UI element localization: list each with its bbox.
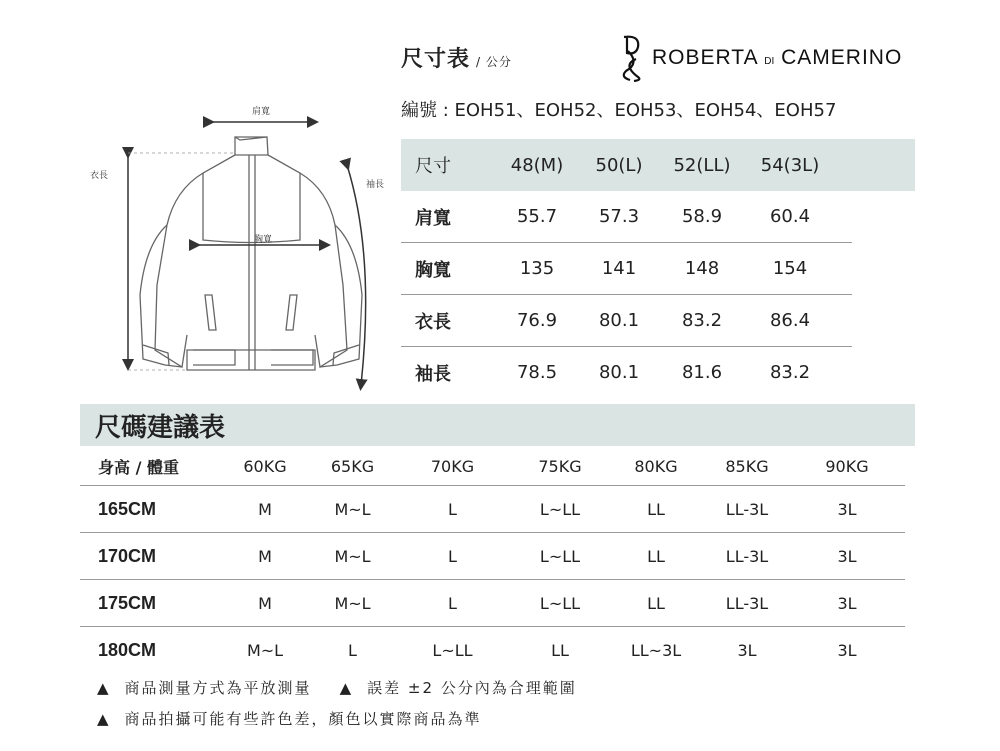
unit-label: / 公分	[476, 55, 512, 69]
rec-row-label: 180CM	[98, 639, 157, 660]
rec-cell: LL	[647, 546, 665, 566]
triangle-icon: ▲	[97, 678, 111, 697]
spec-cell: 60.4	[769, 206, 811, 227]
rec-cell: LL-3L	[725, 546, 769, 566]
rec-row-label: 165CM	[98, 498, 157, 519]
note-tolerance: 誤差 ±2 公分內為合理範圍	[367, 679, 577, 697]
rec-cell: M	[258, 499, 272, 519]
spec-header-cell: 尺寸	[415, 156, 451, 177]
length-label: 衣長	[90, 171, 109, 181]
spec-cell: 135	[519, 258, 555, 279]
rec-cell: LL~3L	[630, 640, 682, 660]
spec-cell: 81.6	[681, 362, 723, 383]
rec-cell: LL-3L	[725, 593, 769, 613]
spec-cell: 141	[601, 258, 637, 279]
title-text: 尺寸表	[401, 47, 471, 72]
rec-cell: 3L	[737, 640, 757, 660]
spec-cell: 80.1	[598, 310, 640, 331]
rec-row-label: 175CM	[98, 592, 157, 613]
spec-row-label: 肩寬	[415, 207, 451, 229]
sleeve-label: 袖長	[366, 180, 385, 190]
rec-row	[80, 627, 905, 673]
spec-header-cell: 48(M)	[510, 154, 564, 176]
note-color-difference: 商品拍攝可能有些許色差，顏色以實際商品為準	[124, 710, 482, 728]
rec-row	[80, 486, 905, 533]
spec-cell: 86.4	[769, 310, 811, 331]
rec-cell: LL-3L	[725, 499, 769, 519]
brand-logo	[618, 33, 902, 83]
rec-header-cell: 身高 / 體重	[98, 457, 179, 477]
rec-header-cell: 60KG	[243, 456, 287, 476]
size-recommendation-title: 尺碼建議表	[80, 404, 915, 446]
rec-cell: L	[348, 640, 357, 660]
rec-cell: M~L	[334, 593, 371, 613]
rec-cell: L~LL	[432, 640, 473, 660]
rec-cell: L~LL	[539, 499, 581, 519]
spec-row	[401, 243, 852, 295]
rec-cell: 3L	[837, 546, 857, 566]
triangle-icon: ▲	[339, 678, 354, 697]
triangle-icon: ▲	[97, 709, 111, 728]
color-note	[97, 708, 482, 729]
spec-cell: 57.3	[598, 206, 640, 227]
rec-header-row	[80, 447, 905, 486]
rec-cell: M~L	[334, 546, 371, 566]
rec-row-label: 170CM	[98, 545, 157, 566]
rec-row	[80, 580, 905, 627]
size-spec-table	[401, 139, 915, 398]
rec-header-cell: 85KG	[725, 456, 769, 476]
rec-cell: M	[258, 546, 272, 566]
spec-header-cell: 52(LL)	[673, 154, 731, 176]
spec-row-label: 衣長	[415, 311, 451, 333]
rec-cell: LL	[551, 640, 569, 660]
rec-header-cell: 75KG	[538, 456, 582, 476]
spec-cell: 55.7	[516, 206, 558, 227]
spec-cell: 154	[772, 258, 808, 279]
rec-cell: M~L	[246, 640, 284, 660]
brand-part3: CAMERINO	[774, 46, 903, 69]
spec-header-row	[401, 139, 915, 191]
spec-cell: 76.9	[516, 310, 558, 331]
rec-cell: L	[448, 593, 457, 613]
size-recommendation-table	[80, 447, 905, 673]
rec-header-cell: 65KG	[330, 456, 375, 476]
brand-part1: ROBERTA	[652, 46, 765, 69]
spec-cell: 83.2	[769, 362, 811, 383]
spec-row-label: 袖長	[415, 363, 451, 385]
spec-row-label: 胸寬	[415, 259, 451, 281]
spec-cell: 78.5	[516, 362, 558, 383]
rec-cell: L~LL	[539, 546, 581, 566]
model-numbers: 編號 : EOH51、EOH52、EOH53、EOH54、EOH57	[401, 100, 837, 121]
spec-cell: 148	[684, 258, 720, 279]
brand-name	[652, 46, 902, 70]
note-measure-method: 商品測量方式為平放測量	[124, 679, 312, 697]
rec-header-cell: 90KG	[825, 456, 869, 476]
rec-header-cell: 80KG	[634, 456, 678, 476]
rec-cell: LL	[647, 499, 665, 519]
spec-cell: 80.1	[598, 362, 640, 383]
spec-row	[401, 191, 852, 243]
spec-cell: 58.9	[681, 206, 723, 227]
rec-cell: L~LL	[539, 593, 581, 613]
jacket-outline-icon	[85, 95, 385, 395]
scarf-monogram-logo-icon	[618, 33, 646, 83]
rec-header-cell: 70KG	[430, 456, 475, 476]
jacket-diagram	[85, 95, 385, 395]
rec-cell: M~L	[334, 499, 371, 519]
chest-label: 胸寬	[254, 235, 273, 245]
rec-cell: 3L	[837, 640, 857, 660]
rec-row	[80, 533, 905, 580]
rec-cell: L	[448, 546, 457, 566]
measurement-note	[97, 677, 577, 698]
rec-cell: 3L	[837, 593, 857, 613]
spec-header-cell: 54(3L)	[760, 154, 820, 176]
rec-cell: 3L	[837, 499, 857, 519]
rec-cell: LL	[647, 593, 665, 613]
brand-di: DI	[764, 56, 775, 67]
spec-row	[401, 347, 852, 398]
spec-row	[401, 295, 852, 347]
spec-header-cell: 50(L)	[595, 154, 643, 176]
rec-cell: L	[448, 499, 457, 519]
shoulder-label: 肩寬	[252, 107, 271, 117]
spec-cell: 83.2	[681, 310, 723, 331]
rec-cell: M	[258, 593, 272, 613]
page-title	[401, 42, 512, 73]
